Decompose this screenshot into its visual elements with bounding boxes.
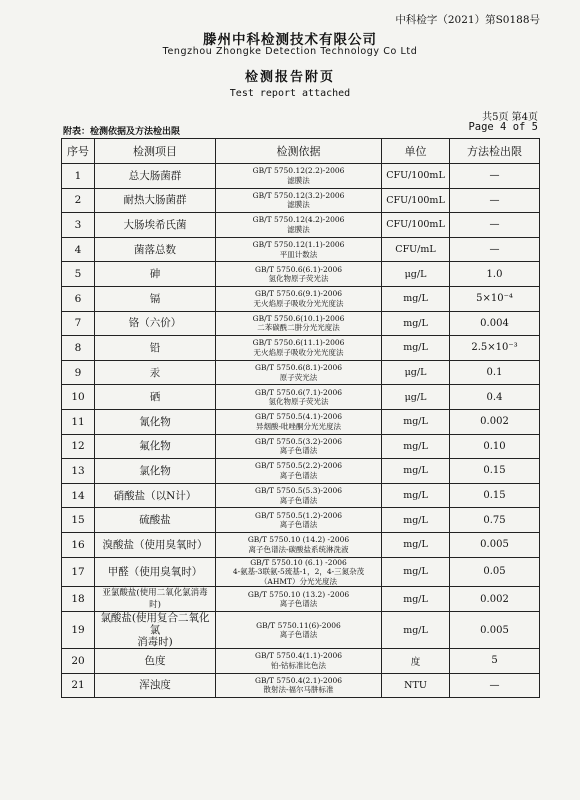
- row-number: 6: [62, 286, 95, 311]
- method-name: 离子色谱法: [279, 630, 318, 639]
- row-number: 14: [62, 483, 95, 508]
- row-number: 2: [62, 188, 95, 213]
- detection-limit: —: [450, 237, 540, 262]
- unit: mg/L: [382, 459, 450, 484]
- row-number: 8: [62, 336, 95, 361]
- table-row: [62, 459, 540, 484]
- table-row: [62, 213, 540, 238]
- page-indicator-en: Page 4 of 5: [468, 121, 538, 133]
- standard-code: GB/T 5750.6(11.1)-2006: [252, 338, 345, 348]
- test-item: [95, 237, 216, 262]
- unit: CFU/mL: [382, 237, 450, 262]
- method-name: 滤膜法: [287, 200, 310, 210]
- test-item: [95, 409, 216, 434]
- test-item-name: 氰化物: [139, 415, 171, 428]
- table-row: [62, 311, 540, 336]
- test-item-name: 菌落总数: [134, 243, 176, 256]
- method-name: 氢化物原子荧光法: [268, 397, 329, 407]
- header-unit: 单位: [382, 139, 450, 164]
- test-item: [95, 188, 216, 213]
- method-name: 无火焰原子吸收分光光度法: [253, 298, 344, 308]
- test-basis: [216, 336, 382, 361]
- test-item-name: 铬（六价）: [128, 317, 182, 330]
- unit: μg/L: [382, 262, 450, 287]
- standard-code: GB/T 5750.10 (14.2) -2006: [247, 535, 350, 545]
- standard-code: GB/T 5750.4(2.1)-2006: [254, 675, 343, 685]
- row-number: 9: [62, 360, 95, 385]
- test-item-name: 氯化物: [139, 464, 171, 477]
- table-row: [62, 612, 540, 649]
- test-item: [95, 459, 216, 484]
- test-basis-table: [61, 138, 540, 698]
- header-item: 检测项目: [95, 139, 216, 164]
- row-number: 12: [62, 434, 95, 459]
- row-number: 1: [62, 164, 95, 189]
- test-basis: [216, 557, 382, 587]
- row-number: 17: [62, 557, 95, 587]
- table-row: [62, 508, 540, 533]
- test-item-name: 硝酸盐（以N计）: [113, 489, 197, 502]
- test-item-name: 氟化物: [139, 440, 171, 453]
- row-number: 20: [62, 649, 95, 674]
- test-basis: [216, 673, 382, 698]
- table-row: [62, 188, 540, 213]
- method-name: 离子色谱法: [279, 520, 318, 530]
- report-title-en: Test report attached: [229, 88, 351, 99]
- test-item-name: 浑浊度: [139, 679, 171, 692]
- row-number: 4: [62, 237, 95, 262]
- row-number: 5: [62, 262, 95, 287]
- table-row: [62, 649, 540, 674]
- test-basis: [216, 483, 382, 508]
- page-indicator-cn: 共5页 第4页: [482, 112, 538, 123]
- test-basis: [216, 508, 382, 533]
- standard-code: GB/T 5750.6(8.1)-2006: [254, 363, 343, 373]
- row-number: 21: [62, 673, 95, 698]
- test-item: [95, 262, 216, 287]
- detection-limit: —: [450, 188, 540, 213]
- table-row: [62, 532, 540, 557]
- unit: CFU/100mL: [382, 188, 450, 213]
- unit: mg/L: [382, 612, 450, 649]
- detection-limit: 5×10⁻⁴: [450, 286, 540, 311]
- unit: μg/L: [382, 360, 450, 385]
- row-number: 16: [62, 532, 95, 557]
- appendix-label: 附表：检测依据及方法检出限: [63, 127, 181, 137]
- header-no: 序号: [62, 139, 95, 164]
- row-number: 7: [62, 311, 95, 336]
- document-number: 中科检字（2021）第S0188号: [395, 14, 540, 26]
- detection-limit: 1.0: [450, 262, 540, 287]
- method-name: 离子色谱法: [279, 470, 318, 480]
- test-basis: [216, 532, 382, 557]
- test-item-name: 氯酸盐(使用复合二氧化氯: [100, 612, 210, 636]
- method-name: 散射法-福尔马肼标准: [263, 685, 334, 695]
- detection-limit: 0.05: [450, 557, 540, 587]
- unit: mg/L: [382, 557, 450, 587]
- test-basis: [216, 612, 382, 649]
- method-name: 无火焰原子吸收分光光度法: [253, 347, 344, 357]
- unit: 度: [382, 649, 450, 674]
- row-number: 3: [62, 213, 95, 238]
- table-row: [62, 483, 540, 508]
- test-basis: [216, 409, 382, 434]
- test-item-name: 汞: [149, 366, 161, 379]
- test-basis: [216, 360, 382, 385]
- test-item: [95, 649, 216, 674]
- table-row: [62, 360, 540, 385]
- detection-limit: 0.1: [450, 360, 540, 385]
- header-limit: 方法检出限: [450, 139, 540, 164]
- detection-limit: 2.5×10⁻³: [450, 336, 540, 361]
- table-row: [62, 336, 540, 361]
- test-basis: [216, 237, 382, 262]
- method-name: 滤膜法: [287, 224, 310, 234]
- standard-code: GB/T 5750.5(4.1)-2006: [254, 412, 343, 422]
- method-name: 二苯碳酰二肼分光光度法: [257, 323, 340, 333]
- company-name-cn: 滕州中科检测技术有限公司: [203, 32, 377, 48]
- test-item: [95, 311, 216, 336]
- table-row: [62, 164, 540, 189]
- method-name: 氢化物原子荧光法: [268, 274, 329, 284]
- unit: mg/L: [382, 483, 450, 508]
- test-item-name: 硫酸盐: [139, 514, 171, 527]
- test-item: [95, 164, 216, 189]
- standard-code: GB/T 5750.5(3.2)-2006: [254, 436, 343, 446]
- detection-limit: 0.15: [450, 483, 540, 508]
- detection-limit: —: [450, 164, 540, 189]
- method-name: 平皿计数法: [279, 249, 318, 259]
- method-name: 离子色谱法: [279, 446, 318, 456]
- detection-limit: 5: [450, 649, 540, 674]
- standard-code: GB/T 5750.12(3.2)-2006: [252, 190, 345, 200]
- row-number: 15: [62, 508, 95, 533]
- method-name-cont: （AHMT）分光光度法: [259, 576, 338, 586]
- test-item: [95, 612, 216, 649]
- row-number: 11: [62, 409, 95, 434]
- test-item-name-cont: 消毒时): [137, 636, 173, 648]
- detection-limit: —: [450, 673, 540, 698]
- test-basis: [216, 164, 382, 189]
- method-name: 离子色谱法-碳酸盐系统淋洗液: [248, 544, 349, 554]
- detection-limit: —: [450, 213, 540, 238]
- standard-code: GB/T 5750.6(6.1)-2006: [254, 264, 343, 274]
- standard-code: GB/T 5750.12(4.2)-2006: [252, 215, 345, 225]
- standard-code: GB/T 5750.12(2.2)-2006: [252, 166, 345, 176]
- report-title-cn: 检测报告附页: [244, 70, 335, 85]
- detection-limit: 0.75: [450, 508, 540, 533]
- table-row: [62, 385, 540, 410]
- standard-code: GB/T 5750.10 (13.2) -2006: [247, 589, 350, 599]
- table-row: [62, 557, 540, 587]
- unit: mg/L: [382, 508, 450, 533]
- method-name: 原子荧光法: [279, 372, 318, 382]
- header-basis: 检测依据: [216, 139, 382, 164]
- standard-code: GB/T 5750.5(1.2)-2006: [254, 510, 343, 520]
- standard-code: GB/T 5750.4(1.1)-2006: [254, 651, 343, 661]
- test-basis: [216, 286, 382, 311]
- unit: mg/L: [382, 311, 450, 336]
- standard-code: GB/T 5750.6(7.1)-2006: [254, 387, 343, 397]
- table-row: [62, 262, 540, 287]
- test-item-name: 大肠埃希氏菌: [123, 218, 187, 231]
- test-basis: [216, 188, 382, 213]
- detection-limit: 0.004: [450, 311, 540, 336]
- test-item: [95, 483, 216, 508]
- test-item-name: 硒: [149, 391, 161, 404]
- test-basis: [216, 434, 382, 459]
- standard-code: GB/T 5750.12(1.1)-2006: [252, 240, 345, 250]
- test-basis: [216, 311, 382, 336]
- standard-code: GB/T 5750.11(6)-2006: [256, 620, 341, 630]
- company-name-en: Tengzhou Zhongke Detection Technology Co Ltd: [162, 46, 418, 57]
- unit: mg/L: [382, 286, 450, 311]
- test-basis: [216, 213, 382, 238]
- method-name: 离子色谱法: [279, 495, 318, 505]
- test-basis: [216, 587, 382, 612]
- test-item: [95, 673, 216, 698]
- method-name: 4-氨基-3联氨-5巯基-1，2，4-三氮杂茂: [232, 567, 365, 576]
- method-name: 铂-钴标准比色法: [270, 660, 327, 670]
- test-basis: [216, 262, 382, 287]
- row-number: 13: [62, 459, 95, 484]
- table-row: [62, 237, 540, 262]
- row-number: 10: [62, 385, 95, 410]
- unit: CFU/100mL: [382, 213, 450, 238]
- test-item-name: 耐热大肠菌群: [123, 194, 187, 207]
- unit: mg/L: [382, 587, 450, 612]
- standard-code: GB/T 5750.10 (6.1) -2006: [250, 557, 347, 567]
- table-row: [62, 409, 540, 434]
- standard-code: GB/T 5750.5(2.2)-2006: [254, 461, 343, 471]
- test-item-name: 溴酸盐（使用臭氧时）: [102, 538, 208, 551]
- method-name: 离子色谱法: [279, 599, 318, 608]
- test-item: [95, 336, 216, 361]
- test-item: [95, 532, 216, 557]
- test-item: [95, 360, 216, 385]
- row-number: 19: [62, 612, 95, 649]
- detection-limit: 0.002: [450, 409, 540, 434]
- method-name: 滤膜法: [287, 175, 310, 185]
- test-item-name: 色度: [144, 654, 166, 667]
- test-basis: [216, 459, 382, 484]
- table-header-row: [62, 139, 540, 164]
- test-item: [95, 434, 216, 459]
- table-row: [62, 587, 540, 612]
- detection-limit: 0.15: [450, 459, 540, 484]
- test-item: [95, 557, 216, 587]
- detection-limit: 0.10: [450, 434, 540, 459]
- unit: mg/L: [382, 532, 450, 557]
- table-row: [62, 434, 540, 459]
- test-item-name: 总大肠菌群: [128, 169, 182, 182]
- table-row: [62, 673, 540, 698]
- unit: mg/L: [382, 434, 450, 459]
- detection-limit: 0.005: [450, 532, 540, 557]
- unit: mg/L: [382, 336, 450, 361]
- standard-code: GB/T 5750.5(5.3)-2006: [254, 486, 343, 496]
- standard-code: GB/T 5750.6(9.1)-2006: [254, 289, 343, 299]
- test-item-name: 砷: [149, 268, 161, 281]
- method-name: 异烟酸-吡唑酮分光光度法: [255, 421, 342, 431]
- standard-code: GB/T 5750.6(10.1)-2006: [252, 313, 345, 323]
- detection-limit: 0.005: [450, 612, 540, 649]
- unit: NTU: [382, 673, 450, 698]
- test-item: [95, 587, 216, 612]
- test-basis: [216, 649, 382, 674]
- row-number: 18: [62, 587, 95, 612]
- unit: mg/L: [382, 409, 450, 434]
- table-row: [62, 286, 540, 311]
- detection-limit: 0.4: [450, 385, 540, 410]
- test-item: [95, 286, 216, 311]
- unit: μg/L: [382, 385, 450, 410]
- test-basis: [216, 385, 382, 410]
- test-item: [95, 213, 216, 238]
- test-item-name: 铅: [149, 341, 161, 354]
- test-item: [95, 385, 216, 410]
- detection-limit: 0.002: [450, 587, 540, 612]
- test-item-name: 镉: [149, 292, 161, 305]
- test-item-name: 亚氯酸盐(使用二氧化氯消毒时): [102, 588, 208, 610]
- test-item: [95, 508, 216, 533]
- unit: CFU/100mL: [382, 164, 450, 189]
- test-item-name: 甲醛（使用臭氧时）: [107, 565, 203, 578]
